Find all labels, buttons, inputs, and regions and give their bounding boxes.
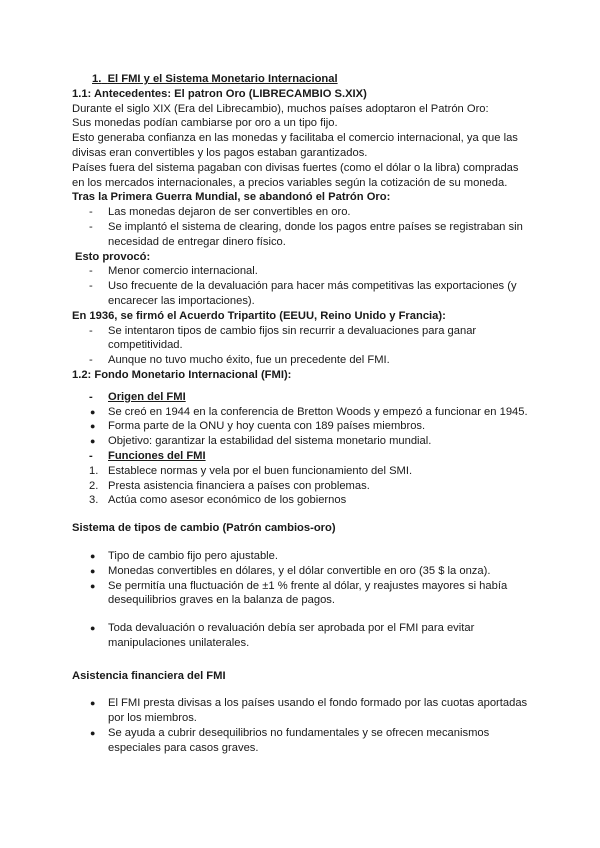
list-item bbox=[72, 479, 534, 494]
list-item-text: Presta asistencia financiera a países con problemas. bbox=[108, 479, 370, 492]
paragraph: Esto generaba confianza en las monedas y facilitaba el comercio internacional, ya que las divisas eran convertibles y los pagos estaban garantizados. bbox=[72, 132, 518, 159]
list-item bbox=[72, 205, 534, 220]
list-item bbox=[72, 621, 534, 651]
list-item bbox=[72, 405, 534, 420]
list-item bbox=[72, 264, 534, 279]
bullet-marker: ● bbox=[90, 623, 96, 634]
bullet-marker: ● bbox=[90, 698, 96, 709]
dash-marker: - bbox=[89, 390, 93, 403]
list-item-text: Se implantó el sistema de clearing, donde los pagos entre países se registraban sin necesidad de entregar dinero físico. bbox=[108, 220, 523, 248]
dash-marker: - bbox=[89, 280, 93, 293]
subheading-tripartite: En 1936, se firmó el Acuerdo Tripartito (EEUU, Reino Unido y Francia): bbox=[72, 309, 446, 322]
list-item-text: Aunque no tuvo mucho éxito, fue un precedente del FMI. bbox=[108, 354, 390, 367]
list-item-text: Las monedas dejaron de ser convertibles en oro. bbox=[108, 206, 351, 219]
paragraph: Países fuera del sistema pagaban con divisas fuertes (como el dólar o la libra) compradas en los mercados internacionales, a precios variables según la cotización de su moneda. bbox=[72, 161, 519, 189]
section-heading-1-2: 1.2: Fondo Monetario Internacional (FMI): bbox=[72, 368, 292, 381]
list-item-text: Toda devaluación o revaluación debía ser aprobada por el FMI para evitar manipulaciones unilaterales. bbox=[108, 622, 475, 649]
bullet-marker: ● bbox=[90, 406, 96, 417]
list-item bbox=[72, 696, 534, 726]
list-item-text: Tipo de cambio fijo pero ajustable. bbox=[108, 549, 278, 562]
number-marker: 1. bbox=[89, 464, 99, 477]
list-item-text: Se ayuda a cubrir desequilibrios no fundamentales y se ofrecen mecanismos especiales para casos graves. bbox=[108, 727, 490, 754]
paragraph: Durante el siglo XIX (Era del Librecambio), muchos países adoptaron el Patrón Oro: bbox=[72, 102, 489, 115]
dash-marker: - bbox=[89, 265, 93, 278]
bullet-marker: ● bbox=[90, 421, 96, 432]
list-item-text: Uso frecuente de la devaluación para hacer más competitivas las exportaciones (y encarecer las importaciones). bbox=[108, 280, 517, 307]
document-title bbox=[72, 72, 534, 87]
list-item bbox=[72, 220, 534, 250]
list-item bbox=[72, 493, 534, 508]
origin-heading bbox=[72, 390, 534, 405]
number-marker: 2. bbox=[89, 479, 99, 492]
functions-heading bbox=[72, 449, 534, 464]
bullet-marker: ● bbox=[90, 580, 96, 591]
subheading-caused: Esto provocó: bbox=[75, 250, 151, 263]
list-item-text: Actúa como asesor económico de los gobiernos bbox=[108, 494, 347, 507]
subheading-war: Tras la Primera Guerra Mundial, se abandonó el Patrón Oro: bbox=[72, 191, 391, 204]
list-item bbox=[72, 434, 534, 449]
list-item bbox=[72, 419, 534, 434]
title-text: El FMI y el Sistema Monetario Internacional bbox=[107, 73, 338, 85]
list-item-text: Menor comercio internacional. bbox=[108, 265, 258, 278]
exchange-heading: Sistema de tipos de cambio (Patrón cambios-oro) bbox=[72, 522, 336, 535]
bullet-marker: ● bbox=[90, 550, 96, 561]
list-item-text: Se creó en 1944 en la conferencia de Bretton Woods y empezó a funcionar en 1945. bbox=[108, 405, 528, 418]
list-item-text: Se intentaron tipos de cambio fijos sin recurrir a devaluaciones para ganar competitividad. bbox=[108, 324, 477, 352]
list-item-text: Forma parte de la ONU y hoy cuenta con 189 países miembros. bbox=[108, 420, 426, 433]
bullet-marker: ● bbox=[90, 728, 96, 739]
list-item bbox=[72, 279, 534, 309]
list-item-text: El FMI presta divisas a los países usando el fondo formado por las cuotas aportadas por los miembros. bbox=[108, 697, 528, 725]
dash-marker: - bbox=[89, 354, 93, 367]
document-page bbox=[72, 72, 534, 756]
functions-heading-text: Funciones del FMI bbox=[108, 449, 206, 462]
dash-marker: - bbox=[89, 206, 93, 219]
list-item-text: Monedas convertibles en dólares, y el dólar convertible en oro (35 $ la onza). bbox=[108, 564, 491, 577]
list-item bbox=[72, 579, 534, 609]
bullet-marker: ● bbox=[90, 436, 96, 447]
bullet-marker: ● bbox=[90, 565, 96, 576]
number-marker: 3. bbox=[89, 494, 99, 507]
list-item bbox=[72, 353, 534, 368]
dash-marker: - bbox=[89, 220, 93, 233]
dash-marker: - bbox=[89, 449, 93, 462]
list-item bbox=[72, 549, 534, 564]
section-heading-1-1: 1.1: Antecedentes: El patron Oro (LIBRECAMBIO S.XIX) bbox=[72, 87, 367, 100]
aid-heading: Asistencia financiera del FMI bbox=[72, 669, 226, 682]
list-item-text: Objetivo: garantizar la estabilidad del sistema monetario mundial. bbox=[108, 435, 432, 448]
origin-heading-text: Origen del FMI bbox=[108, 390, 186, 403]
list-item bbox=[72, 324, 534, 354]
list-item-text: Se permitía una fluctuación de ±1 % frente al dólar, y reajustes mayores si había desequilibrios graves en la balanza de pagos. bbox=[108, 579, 508, 607]
list-item-text: Establece normas y vela por el buen funcionamiento del SMI. bbox=[108, 464, 413, 477]
dash-marker: - bbox=[89, 324, 93, 337]
paragraph: Sus monedas podían cambiarse por oro a un tipo fijo. bbox=[72, 117, 338, 130]
list-item bbox=[72, 464, 534, 479]
title-number: 1. bbox=[92, 73, 102, 85]
list-item bbox=[72, 726, 534, 756]
list-item bbox=[72, 564, 534, 579]
